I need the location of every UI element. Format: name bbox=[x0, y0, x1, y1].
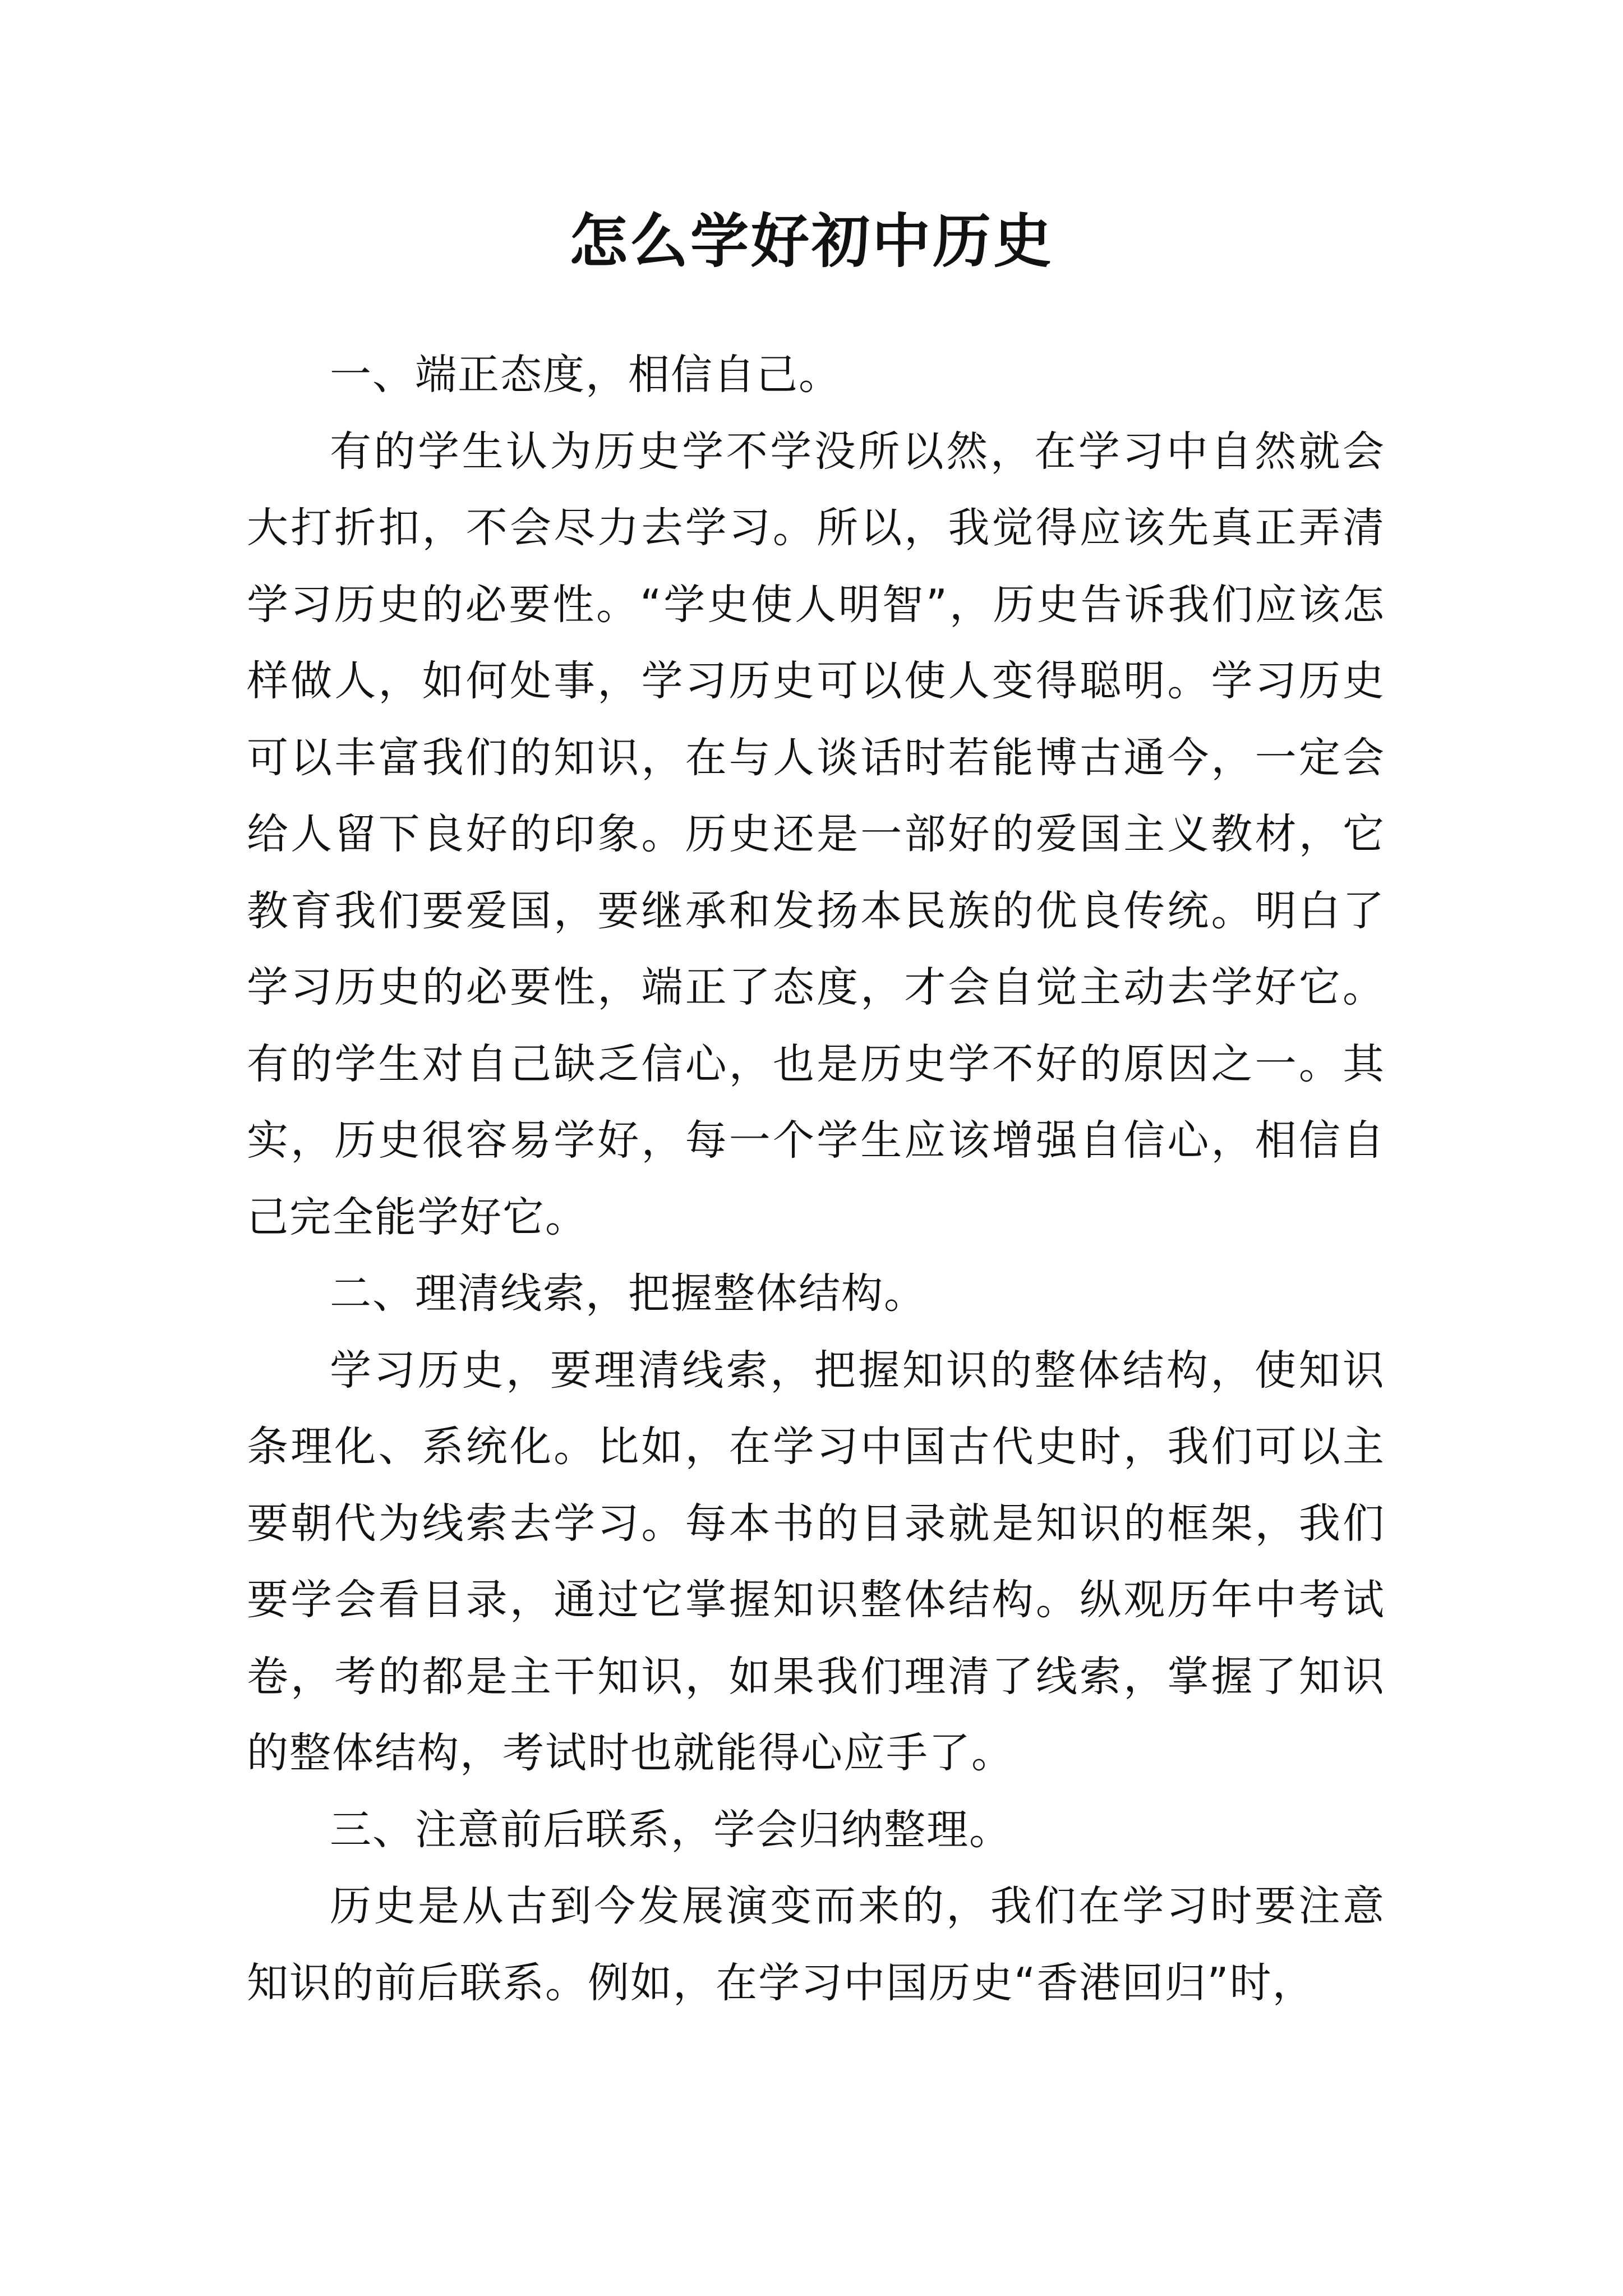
paragraph-attitude: 有的学生认为历史学不学没所以然，在学习中自然就会大打折扣，不会尽力去学习。所以，我觉得应该先真正弄清学习历史的必要性。“学史使人明智”，历史告诉我们应该怎样做人，如何处事，学习历史可以使人变得聪明。学习历史可以丰富我们的知识，在与人谈话时若能博古通今，一定会给人留下良好的印象。历史还是一部好的爱国主义教材，它教育我们要爱国，要继承和发扬本民族的优良传统。明白了学习历史的必要性，端正了态度，才会自觉主动去学好它。有的学生对自己缺乏信心，也是历史学不好的原因之一。其实，历史很容易学好，每一个学生应该增强自信心，相信自己完全能学好它。 bbox=[247, 427, 1385, 1241]
document-title: 怎么学好初中历史 bbox=[569, 206, 1054, 275]
paragraph-connections: 历史是从古到今发展演变而来的，我们在学习时要注意知识的前后联系。例如，在学习中国历史“香港回归”时， bbox=[247, 1882, 1385, 2007]
document-body bbox=[247, 337, 1385, 2021]
section-heading-3: 三、注意前后联系，学会归纳整理。 bbox=[330, 1805, 1012, 1854]
section-heading-2: 二、理清线索，把握整体结构。 bbox=[330, 1269, 926, 1318]
section-heading-1: 一、端正态度，相信自己。 bbox=[330, 351, 841, 399]
paragraph-structure: 学习历史，要理清线索，把握知识的整体结构，使知识条理化、系统化。比如，在学习中国古代史时，我们可以主要朝代为线索去学习。每本书的目录就是知识的框架，我们要学会看目录，通过它掌握知识整体结构。纵观历年中考试卷，考的都是主干知识，如果我们理清了线索，掌握了知识的整体结构，考试时也就能得心应手了。 bbox=[247, 1346, 1385, 1777]
